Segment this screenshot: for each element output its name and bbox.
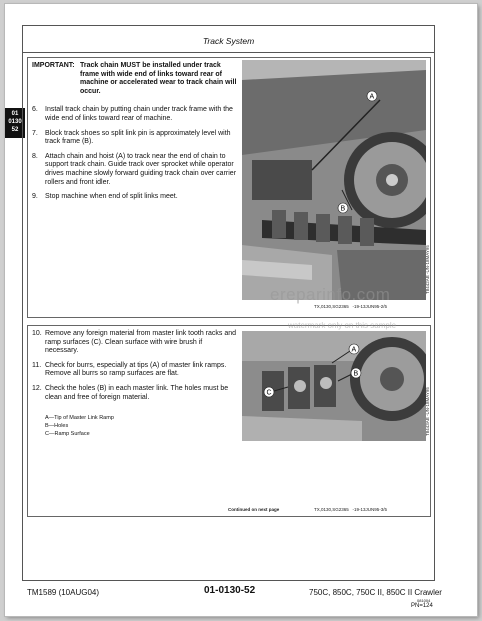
panel-2-text (32, 330, 237, 438)
callout-b: B (353, 370, 359, 378)
important-label: IMPORTANT: (32, 62, 75, 69)
master-link-illustration (242, 331, 426, 441)
photo-2-ref: -19-13JUN95-3/5 (352, 507, 388, 512)
page-footer (27, 581, 457, 611)
section-tab-line1: 01 (11, 111, 19, 117)
step-text: Install track chain by putting chain under track frame with the wide end of links toward rear of machine. (45, 106, 233, 122)
photo-1-ref: -19-13JUN95-2/5 (352, 304, 388, 309)
procedure-panel-2 (27, 325, 431, 517)
step-number: 10. (32, 330, 42, 337)
step-11 (32, 362, 237, 379)
step-number: 8. (32, 152, 38, 160)
step-7 (32, 130, 237, 147)
footer-date-code: 081004 (417, 598, 431, 603)
photo-2-caption (314, 507, 387, 512)
step-number: 7. (32, 129, 38, 137)
panel-1-text (32, 62, 237, 208)
section-header: Track System (23, 26, 434, 53)
photo-1-vertical-code: T8442AB -UN-18MAY95 (425, 245, 430, 294)
legend-item-a: A—Tip of Master Link Ramp (45, 415, 114, 422)
step-text: Block track shoes so split link pin is approximately level with track frame (B). (45, 129, 231, 146)
important-note (32, 62, 237, 96)
manual-id: TM1589 (10AUG04) (27, 588, 100, 597)
master-link-photo (242, 331, 426, 441)
step-text: Remove any foreign material from master link tooth racks and ramp surfaces (C). Clean surface with wire brush if necessary. (45, 330, 237, 355)
photo-legend (45, 414, 237, 438)
model-list: 750C, 850C, 750C II, 850C II Crawler (309, 588, 442, 597)
watermark-site: ereparinfo.com (270, 285, 391, 304)
callout-c: C (266, 389, 272, 397)
legend-item-c: C—Ramp Surface (45, 431, 90, 438)
page-number: 01-0130-52 (204, 585, 256, 596)
step-number: 9. (32, 193, 38, 201)
legend-item-b: B—Holes (45, 423, 69, 430)
section-tab-line3: 52 (11, 127, 19, 133)
step-10 (32, 330, 237, 356)
step-9 (32, 193, 237, 202)
photo-2-code: TX,0130,SG2365 (314, 507, 349, 512)
track-chain-illustration (242, 60, 426, 300)
watermark-note: watermark only on this sample (288, 321, 397, 330)
callout-a: A (351, 346, 357, 354)
pn-number: PN=124 (411, 603, 433, 609)
photo-1-code: TX,0130,SG2365 (314, 304, 349, 309)
section-tab-line2: 0130 (8, 119, 22, 125)
step-12 (32, 385, 237, 402)
step-number: 6. (32, 106, 38, 114)
photo-2-vertical-code: T8443AB -UN-18MAY95 (425, 387, 430, 436)
step-text: Check for burrs, especially at tips (A) of master link ramps. Remove all burrs so ramp surfaces are flat. (45, 361, 227, 378)
callout-b: B (340, 205, 346, 213)
continued-note: Continued on next page (228, 507, 280, 512)
step-text: Attach chain and hoist (A) to track near the end of chain to support track chain. Guide track over sprocket while operator drives machine slowly forward guiding track chain over carrier rollers and front idler. (45, 152, 237, 186)
step-6 (32, 106, 237, 123)
step-number: 12. (32, 384, 42, 392)
manual-page (5, 4, 477, 616)
track-chain-photo (242, 60, 426, 300)
callout-a: A (369, 93, 375, 101)
step-number: 11. (32, 361, 42, 369)
step-8 (32, 153, 237, 187)
procedure-panel-1 (27, 57, 431, 318)
step-text: Check the holes (B) in each master link. The holes must be clean and free of foreign material. (45, 384, 229, 401)
important-text: Track chain MUST be installed under track frame with wide end of links toward rear of machine or accelerated wear to track chain will occur. (80, 62, 237, 95)
step-text: Stop machine when end of split links meet. (45, 193, 178, 201)
